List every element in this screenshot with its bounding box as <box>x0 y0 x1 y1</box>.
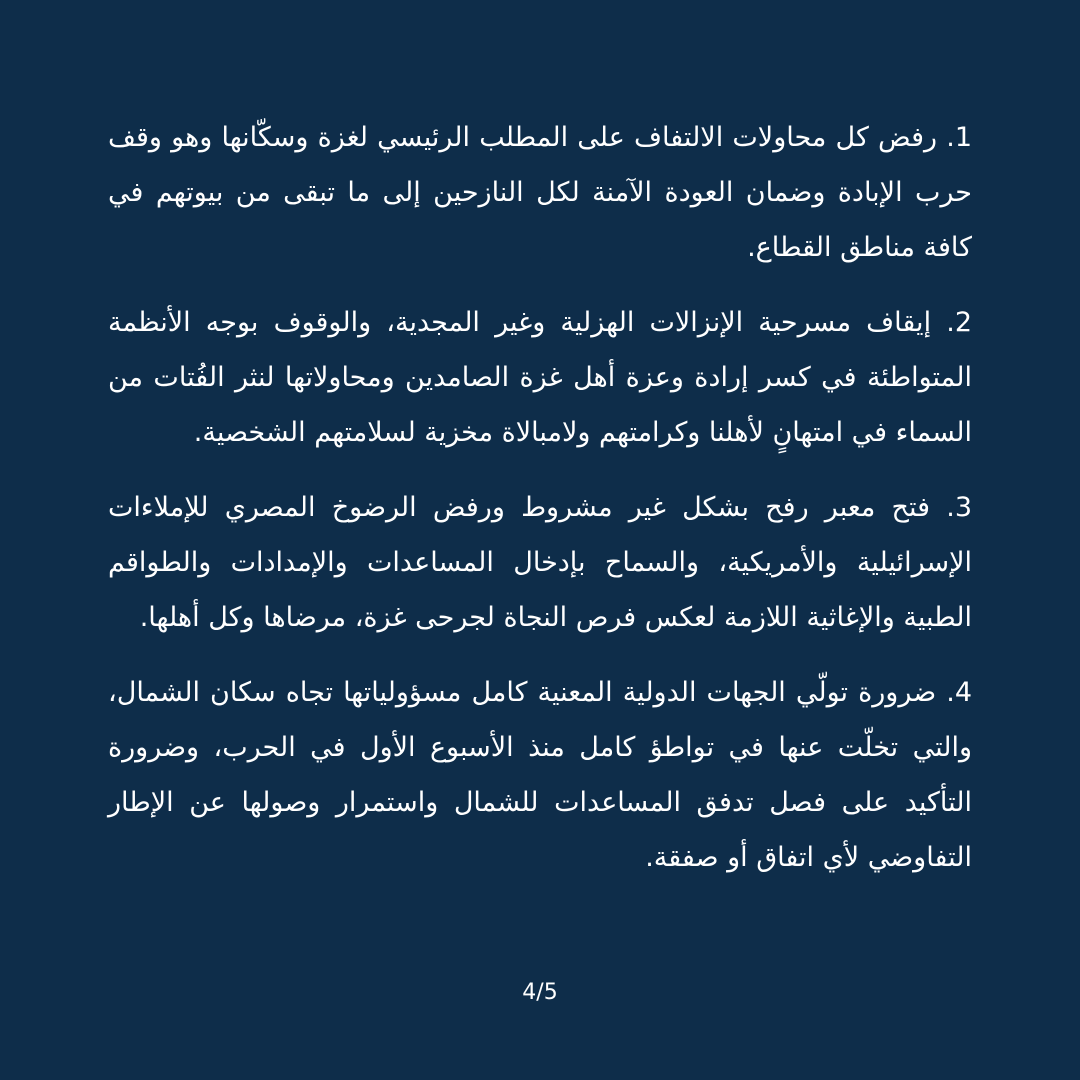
demand-point-3: 3. فتح معبر رفح بشكل غير مشروط ورفض الرضوخ المصري للإملاءات الإسرائيلية والأمريكية، والسماح بإدخال المساعدات والإمدادات والطواقم الطبية والإغاثية اللازمة لعكس فرص النجاة لجرحى غزة، مرضاها وكل أهلها. <box>108 492 972 633</box>
demand-point-2: 2. إيقاف مسرحية الإنزالات الهزلية وغير المجدية، والوقوف بوجه الأنظمة المتواطئة في كسر إرادة وعزة أهل غزة الصامدين ومحاولاتها لنثر الفُتات من السماء في امتهانٍ لأهلنا وكرامتهم ولامبالاة مخزية لسلامتهم الشخصية. <box>108 307 972 448</box>
demand-point-4: 4. ضرورة تولّي الجهات الدولية المعنية كامل مسؤولياتها تجاه سكان الشمال، والتي تخلّت عنها في تواطؤ كامل منذ الأسبوع الأول في الحرب، وضرورة التأكيد على فصل تدفق المساعدات للشمال واستمرار وصولها عن الإطار التفاوضي لأي اتفاق أو صفقة. <box>108 677 972 873</box>
page-number: 4/5 <box>522 980 558 1005</box>
demands-list <box>108 110 972 905</box>
demand-point-1: 1. رفض كل محاولات الالتفاف على المطلب الرئيسي لغزة وسكّانها وهو وقف حرب الإبادة وضمان العودة الآمنة لكل النازحين إلى ما تبقى من بيوتهم في كافة مناطق القطاع. <box>108 122 972 263</box>
